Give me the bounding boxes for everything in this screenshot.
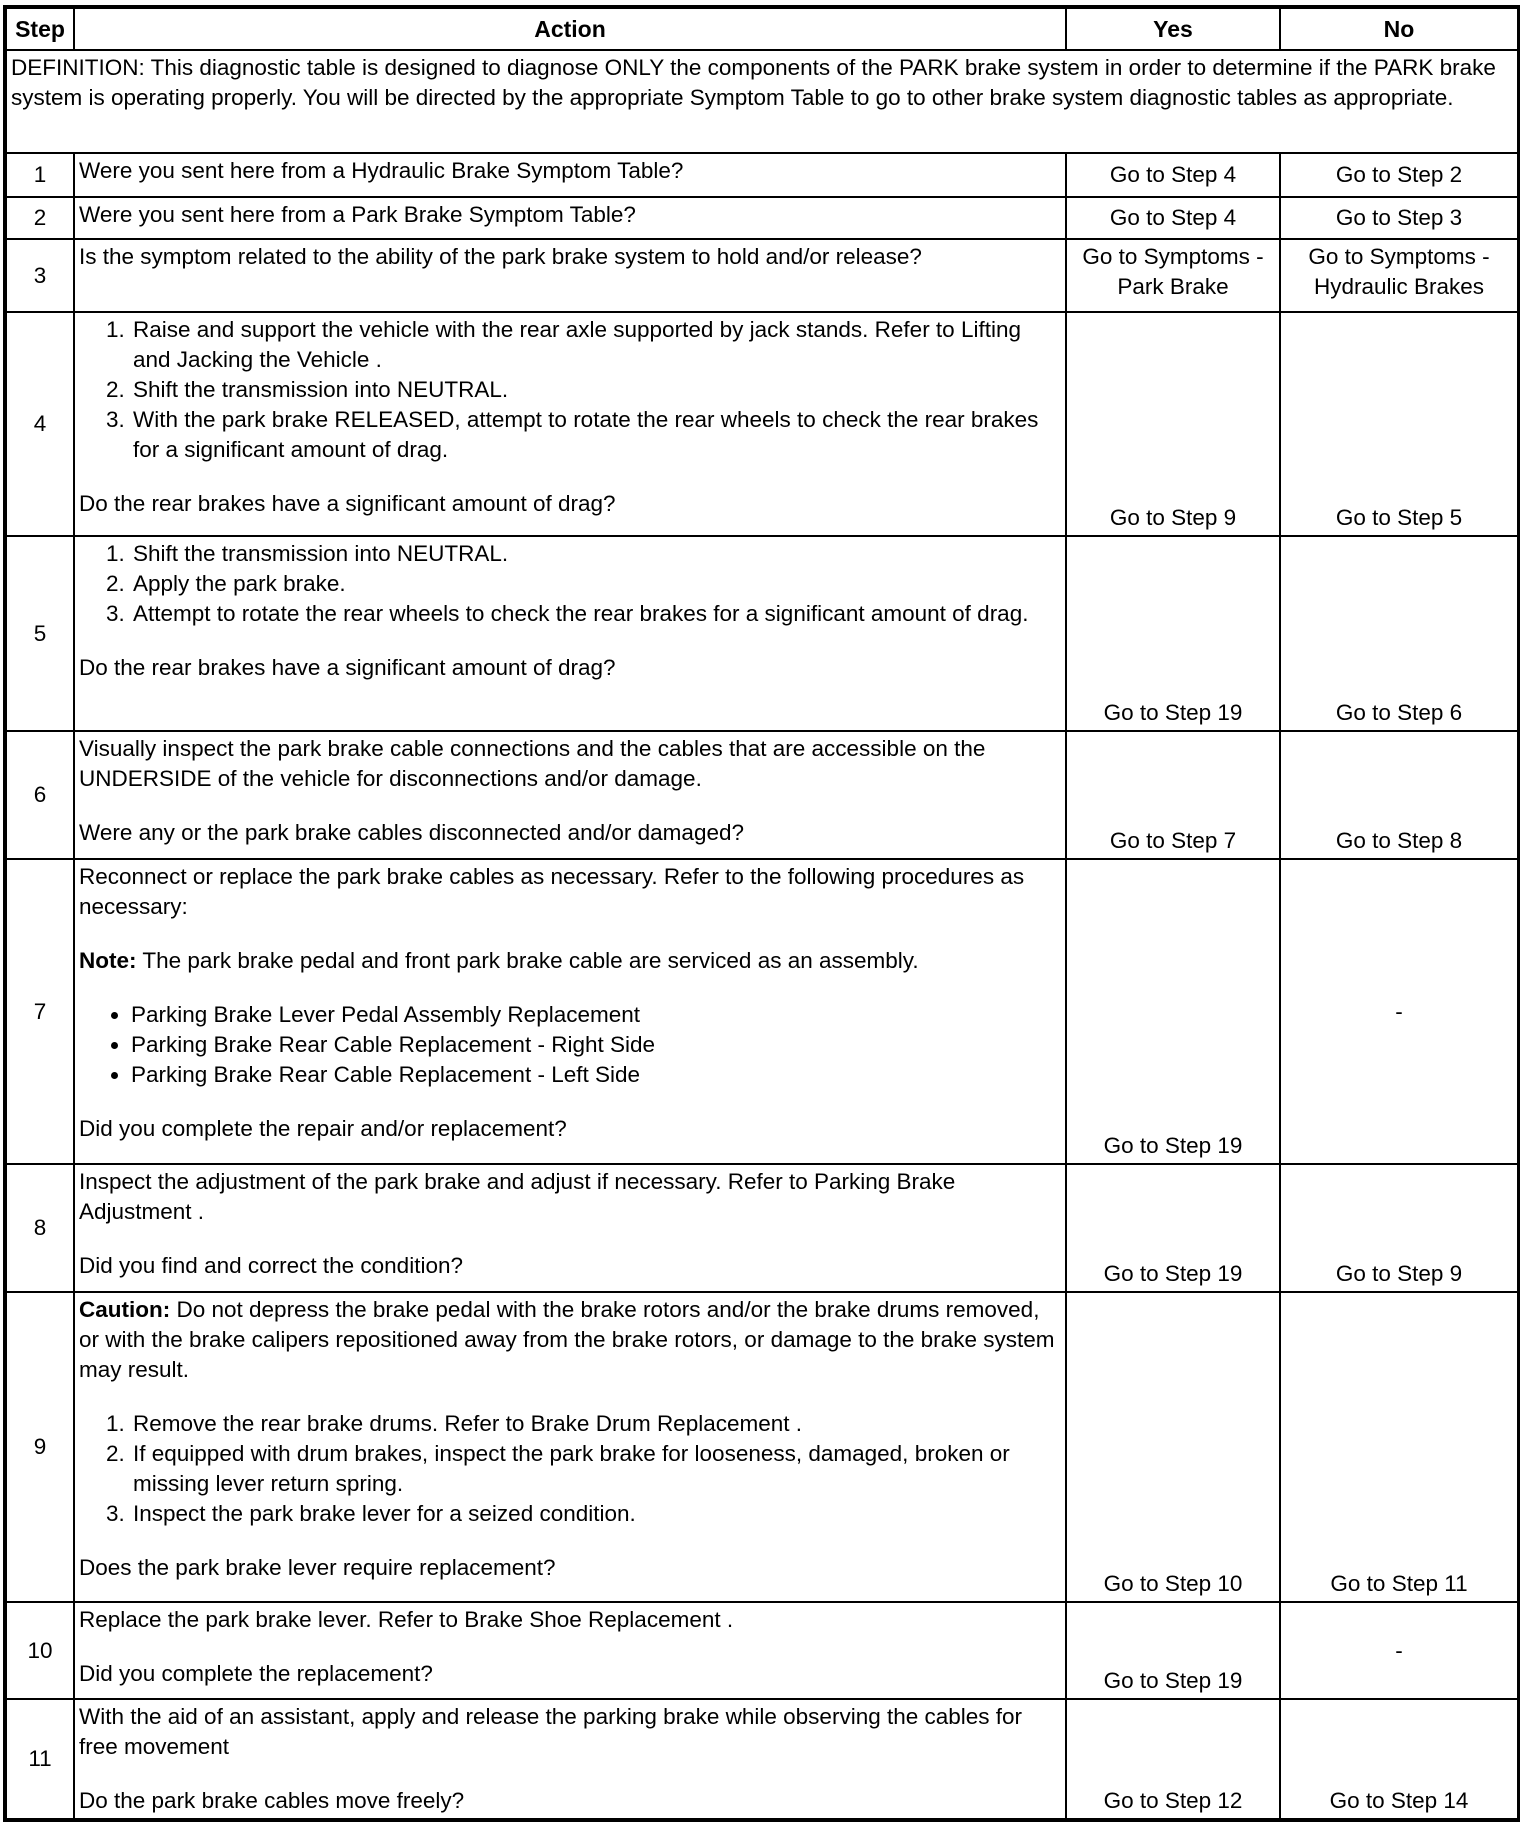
action-text: Is the symptom related to the ability of the park brake system to hold and/or release?: [79, 244, 922, 269]
list-item: 1. Shift the transmission into NEUTRAL.: [131, 539, 1061, 569]
spacer: [79, 1227, 1061, 1251]
action-text: Did you complete the replacement?: [79, 1661, 433, 1686]
yes-action: Go to Step 19: [1066, 1602, 1280, 1699]
action-text: Does the park brake lever require replacement?: [79, 1555, 556, 1580]
list-item: 1. Remove the rear brake drums. Refer to Brake Drum Replacement .: [131, 1409, 1061, 1439]
table-row: [5, 731, 1519, 859]
list-item: • Parking Brake Lever Pedal Assembly Replacement: [131, 1000, 1061, 1030]
note-text: [79, 1295, 1061, 1385]
list-item: 3. With the park brake RELEASED, attempt to rotate the rear wheels to check the rear brakes for a significant amount of drag.: [131, 405, 1061, 465]
numbered-list: [79, 315, 1061, 465]
header-row: [5, 7, 1519, 50]
yes-action: Go to Step 19: [1066, 859, 1280, 1164]
yes-action: Go to Step 4: [1066, 153, 1280, 197]
no-action: -: [1280, 859, 1519, 1164]
header-step: Step: [5, 7, 74, 50]
action-text: Did you find and correct the condition?: [79, 1253, 463, 1278]
spacer: [79, 1529, 1061, 1553]
action-text: Inspect the adjustment of the park brake and adjust if necessary. Refer to Parking Brake Adjustment .: [79, 1169, 956, 1224]
spacer: [79, 976, 1061, 1000]
step-number: 4: [5, 312, 74, 536]
table-row: [5, 859, 1519, 1164]
yes-action: Go to Step 10: [1066, 1292, 1280, 1602]
step-number: 11: [5, 1699, 74, 1820]
spacer: [79, 465, 1061, 489]
no-action: Go to Step 11: [1280, 1292, 1519, 1602]
list-item: 2. Apply the park brake.: [131, 569, 1061, 599]
spacer: [79, 1090, 1061, 1114]
no-action: Go to Step 3: [1280, 197, 1519, 239]
note-label: Caution:: [79, 1297, 171, 1322]
step-number: 2: [5, 197, 74, 239]
action-cell: [74, 1602, 1066, 1699]
note-text: [79, 946, 1061, 976]
spacer: [79, 1635, 1061, 1659]
table-row: [5, 239, 1519, 312]
diagnostic-table: [3, 5, 1520, 1822]
spacer: [79, 922, 1061, 946]
action-text: Replace the park brake lever. Refer to Brake Shoe Replacement .: [79, 1607, 734, 1632]
header-no: No: [1280, 7, 1519, 50]
action-text: Were you sent here from a Hydraulic Brake Symptom Table?: [79, 158, 684, 183]
definition-text: DEFINITION: This diagnostic table is designed to diagnose ONLY the components of the PARK brake system in order to determine if the PARK brake system is operating properly. You will be directed by the appropriate Symptom Table to go to other brake system diagnostic tables as appropriate.: [5, 50, 1519, 153]
yes-action: Go to Step 9: [1066, 312, 1280, 536]
step-number: 5: [5, 536, 74, 731]
list-item: 3. Inspect the park brake lever for a seized condition.: [131, 1499, 1061, 1529]
table-row: [5, 153, 1519, 197]
action-text: Reconnect or replace the park brake cables as necessary. Refer to the following procedures as necessary:: [79, 864, 1025, 919]
action-text: Did you complete the repair and/or replacement?: [79, 1116, 567, 1141]
bullet-list: [79, 1000, 1061, 1090]
no-action: Go to Symptoms - Hydraulic Brakes: [1280, 239, 1519, 312]
no-action: Go to Step 6: [1280, 536, 1519, 731]
header-action: Action: [74, 7, 1066, 50]
no-action: Go to Step 9: [1280, 1164, 1519, 1292]
action-cell: [74, 859, 1066, 1164]
table-row: [5, 536, 1519, 731]
action-text: Visually inspect the park brake cable connections and the cables that are accessible on the UNDERSIDE of the vehicle for disconnections and/or damage.: [79, 736, 986, 791]
action-cell: [74, 731, 1066, 859]
action-cell: [74, 536, 1066, 731]
action-text: Were you sent here from a Park Brake Symptom Table?: [79, 202, 636, 227]
action-cell: [74, 153, 1066, 197]
table-row: [5, 1164, 1519, 1292]
yes-action: Go to Step 4: [1066, 197, 1280, 239]
action-text: Do the rear brakes have a significant amount of drag?: [79, 655, 616, 680]
numbered-list: [79, 1409, 1061, 1529]
action-cell: [74, 197, 1066, 239]
yes-action: Go to Step 7: [1066, 731, 1280, 859]
step-number: 7: [5, 859, 74, 1164]
numbered-list: [79, 539, 1061, 629]
definition-row: [5, 50, 1519, 153]
action-cell: [74, 312, 1066, 536]
spacer: [79, 629, 1061, 653]
note-body: The park brake pedal and front park brake cable are serviced as an assembly.: [136, 948, 919, 973]
table-row: [5, 1699, 1519, 1820]
table-row: [5, 1602, 1519, 1699]
action-text: Were any or the park brake cables disconnected and/or damaged?: [79, 820, 744, 845]
list-item: • Parking Brake Rear Cable Replacement - Left Side: [131, 1060, 1061, 1090]
action-cell: [74, 1699, 1066, 1820]
note-label: Note:: [79, 948, 137, 973]
action-text: With the aid of an assistant, apply and release the parking brake while observing the cables for free movement: [79, 1704, 1023, 1759]
step-number: 9: [5, 1292, 74, 1602]
step-number: 6: [5, 731, 74, 859]
step-number: 3: [5, 239, 74, 312]
list-item: • Parking Brake Rear Cable Replacement - Right Side: [131, 1030, 1061, 1060]
no-action: Go to Step 2: [1280, 153, 1519, 197]
note-body: Do not depress the brake pedal with the brake rotors and/or the brake drums removed, or with the brake calipers repositioned away from the brake rotors, or damage to the brake system may result.: [79, 1297, 1055, 1382]
yes-action: Go to Step 12: [1066, 1699, 1280, 1820]
list-item: 2. If equipped with drum brakes, inspect the park brake for looseness, damaged, broken or missing lever return spring.: [131, 1439, 1061, 1499]
yes-action: Go to Symptoms - Park Brake: [1066, 239, 1280, 312]
list-item: 3. Attempt to rotate the rear wheels to check the rear brakes for a significant amount of drag.: [131, 599, 1061, 629]
step-number: 10: [5, 1602, 74, 1699]
action-text: Do the park brake cables move freely?: [79, 1788, 465, 1813]
step-number: 8: [5, 1164, 74, 1292]
action-text: Do the rear brakes have a significant amount of drag?: [79, 491, 616, 516]
header-yes: Yes: [1066, 7, 1280, 50]
yes-action: Go to Step 19: [1066, 1164, 1280, 1292]
spacer: [79, 1385, 1061, 1409]
no-action: Go to Step 5: [1280, 312, 1519, 536]
spacer: [79, 794, 1061, 818]
action-cell: [74, 1292, 1066, 1602]
table-row: [5, 312, 1519, 536]
table-row: [5, 1292, 1519, 1602]
no-action: Go to Step 14: [1280, 1699, 1519, 1820]
spacer: [79, 1762, 1061, 1786]
yes-action: Go to Step 19: [1066, 536, 1280, 731]
table-row: [5, 197, 1519, 239]
no-action: -: [1280, 1602, 1519, 1699]
step-number: 1: [5, 153, 74, 197]
action-cell: [74, 239, 1066, 312]
no-action: Go to Step 8: [1280, 731, 1519, 859]
list-item: 1. Raise and support the vehicle with the rear axle supported by jack stands. Refer to Lifting and Jacking the Vehicle .: [131, 315, 1061, 375]
action-cell: [74, 1164, 1066, 1292]
list-item: 2. Shift the transmission into NEUTRAL.: [131, 375, 1061, 405]
